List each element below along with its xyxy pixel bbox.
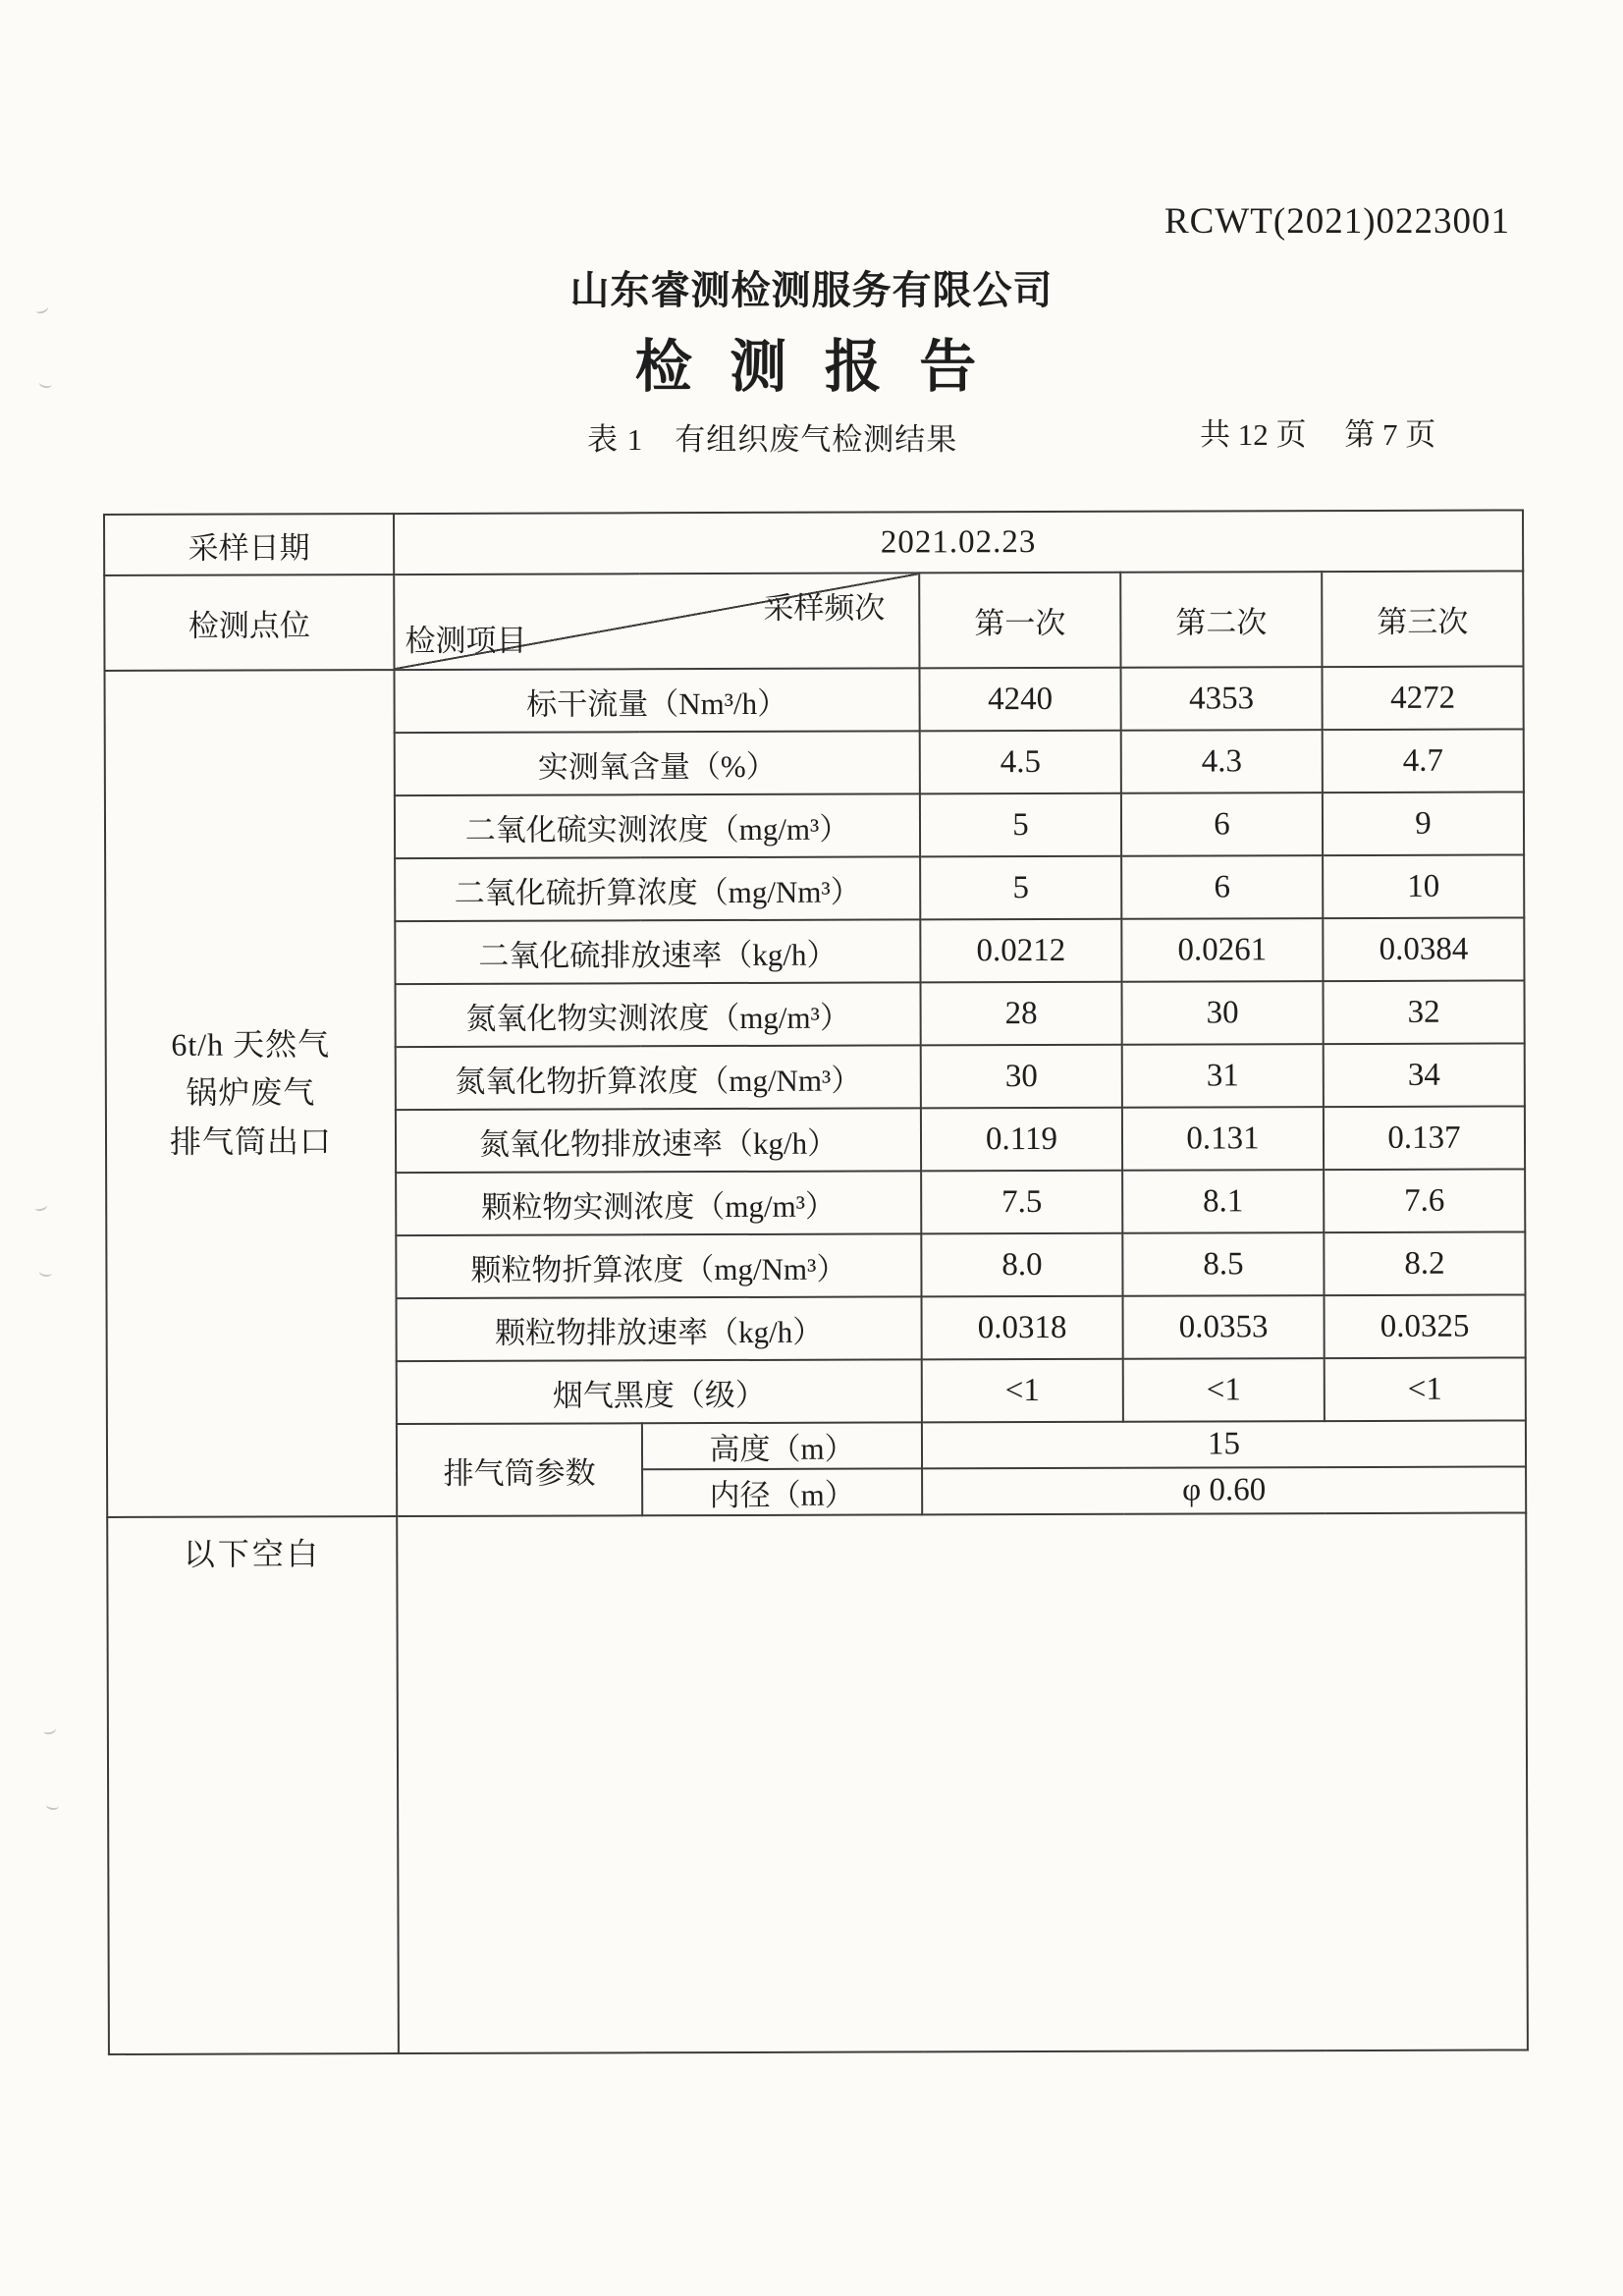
row-item-label: 颗粒物实测浓度（mg/m³） xyxy=(396,1171,921,1235)
monitoring-point-name: 6t/h 天然气 锅炉废气 排气筒出口 xyxy=(105,670,398,1517)
table-row-sampling-date xyxy=(104,510,1523,575)
scan-artifact xyxy=(38,1267,52,1278)
row-value: 4.7 xyxy=(1323,729,1524,793)
row-value: 4272 xyxy=(1322,666,1523,730)
stack-diameter-value: φ 0.60 xyxy=(922,1466,1526,1514)
row-item-label: 氮氧化物排放速率（kg/h） xyxy=(396,1108,921,1173)
stack-height-label: 高度（m） xyxy=(642,1422,922,1469)
row-value: <1 xyxy=(1123,1358,1325,1422)
stack-height-value: 15 xyxy=(922,1420,1526,1468)
row-value: 0.0261 xyxy=(1121,918,1323,982)
row-value: 0.0353 xyxy=(1123,1295,1325,1359)
header-sampling-frequency: 采样频次 xyxy=(763,590,886,626)
scan-artifact xyxy=(42,1724,57,1736)
row-value: 0.137 xyxy=(1324,1106,1525,1170)
table-header-row xyxy=(104,571,1523,671)
stack-params-label: 排气筒参数 xyxy=(397,1423,642,1516)
row-value: 6 xyxy=(1121,793,1323,856)
diagonal-divider xyxy=(395,574,918,669)
row-value: 28 xyxy=(921,982,1122,1046)
row-value: 34 xyxy=(1324,1043,1525,1107)
row-value: 8.5 xyxy=(1122,1232,1324,1296)
sampling-date-label: 采样日期 xyxy=(104,514,394,575)
row-value: 6 xyxy=(1121,855,1323,919)
row-value: 30 xyxy=(921,1045,1122,1109)
emission-results-table xyxy=(103,509,1529,2055)
row-value: 32 xyxy=(1324,980,1525,1044)
row-value: 8.2 xyxy=(1324,1231,1525,1295)
row-value: 4353 xyxy=(1120,667,1322,731)
row-item-label: 氮氧化物折算浓度（mg/Nm³） xyxy=(396,1045,921,1110)
row-value: 0.0384 xyxy=(1323,917,1524,981)
row-value: 31 xyxy=(1122,1044,1324,1108)
row-value: <1 xyxy=(1325,1357,1526,1421)
row-value: 9 xyxy=(1323,792,1524,855)
header-test-item: 检测项目 xyxy=(405,623,527,659)
table-caption: 表 1 有组织废气检测结果 xyxy=(587,422,958,457)
page-number-info: 共 12 页 第 7 页 xyxy=(1200,417,1436,452)
row-item-label: 标干流量（Nm³/h） xyxy=(395,668,920,733)
row-value: 4.3 xyxy=(1121,730,1323,793)
report-number: RCWT(2021)0223001 xyxy=(1164,201,1511,242)
scan-artifact xyxy=(33,1201,48,1213)
diagonal-header-cell xyxy=(394,573,919,670)
row-value: 7.6 xyxy=(1324,1169,1525,1232)
column-header-first: 第一次 xyxy=(919,573,1120,669)
column-header-second: 第二次 xyxy=(1120,572,1322,668)
row-value: 5 xyxy=(920,856,1121,920)
row-value: 30 xyxy=(1122,981,1324,1045)
column-header-third: 第三次 xyxy=(1322,571,1523,667)
report-title: 检 测 报 告 xyxy=(634,335,989,399)
row-value: 0.131 xyxy=(1122,1107,1324,1171)
blank-area xyxy=(397,1512,1528,2053)
table-row xyxy=(105,666,1524,734)
row-item-label: 实测氧含量（%） xyxy=(395,731,920,795)
row-value: 7.5 xyxy=(921,1171,1122,1234)
row-value: 10 xyxy=(1323,854,1524,918)
row-value: 0.0325 xyxy=(1325,1294,1526,1358)
row-value: 0.0212 xyxy=(920,919,1121,983)
row-value: 4.5 xyxy=(920,731,1121,794)
row-item-label: 二氧化硫排放速率（kg/h） xyxy=(395,919,920,984)
row-value: 0.0318 xyxy=(922,1296,1123,1360)
row-item-label: 二氧化硫实测浓度（mg/m³） xyxy=(395,793,920,858)
row-item-label: 氮氧化物实测浓度（mg/m³） xyxy=(396,982,921,1047)
row-value: <1 xyxy=(922,1359,1123,1423)
row-item-label: 颗粒物排放速率（kg/h） xyxy=(397,1296,922,1361)
row-value: 4240 xyxy=(919,668,1120,732)
row-item-label: 二氧化硫折算浓度（mg/Nm³） xyxy=(395,856,920,921)
stack-diameter-label: 内径（m） xyxy=(642,1468,922,1515)
row-value: 8.0 xyxy=(921,1233,1122,1297)
row-value: 8.1 xyxy=(1122,1170,1324,1233)
row-item-label: 颗粒物折算浓度（mg/Nm³） xyxy=(396,1233,921,1298)
row-item-label: 烟气黑度（级） xyxy=(397,1359,922,1424)
company-name: 山东睿测检测服务有限公司 xyxy=(569,268,1054,312)
blank-below-note: 以下空白 xyxy=(107,1516,399,2054)
row-value: 5 xyxy=(920,793,1121,857)
table-row-blank xyxy=(107,1512,1528,2054)
sampling-date-value: 2021.02.23 xyxy=(394,510,1523,574)
row-value: 0.119 xyxy=(921,1108,1122,1172)
monitoring-point-label: 检测点位 xyxy=(104,574,394,671)
scan-artifact xyxy=(46,1800,60,1810)
